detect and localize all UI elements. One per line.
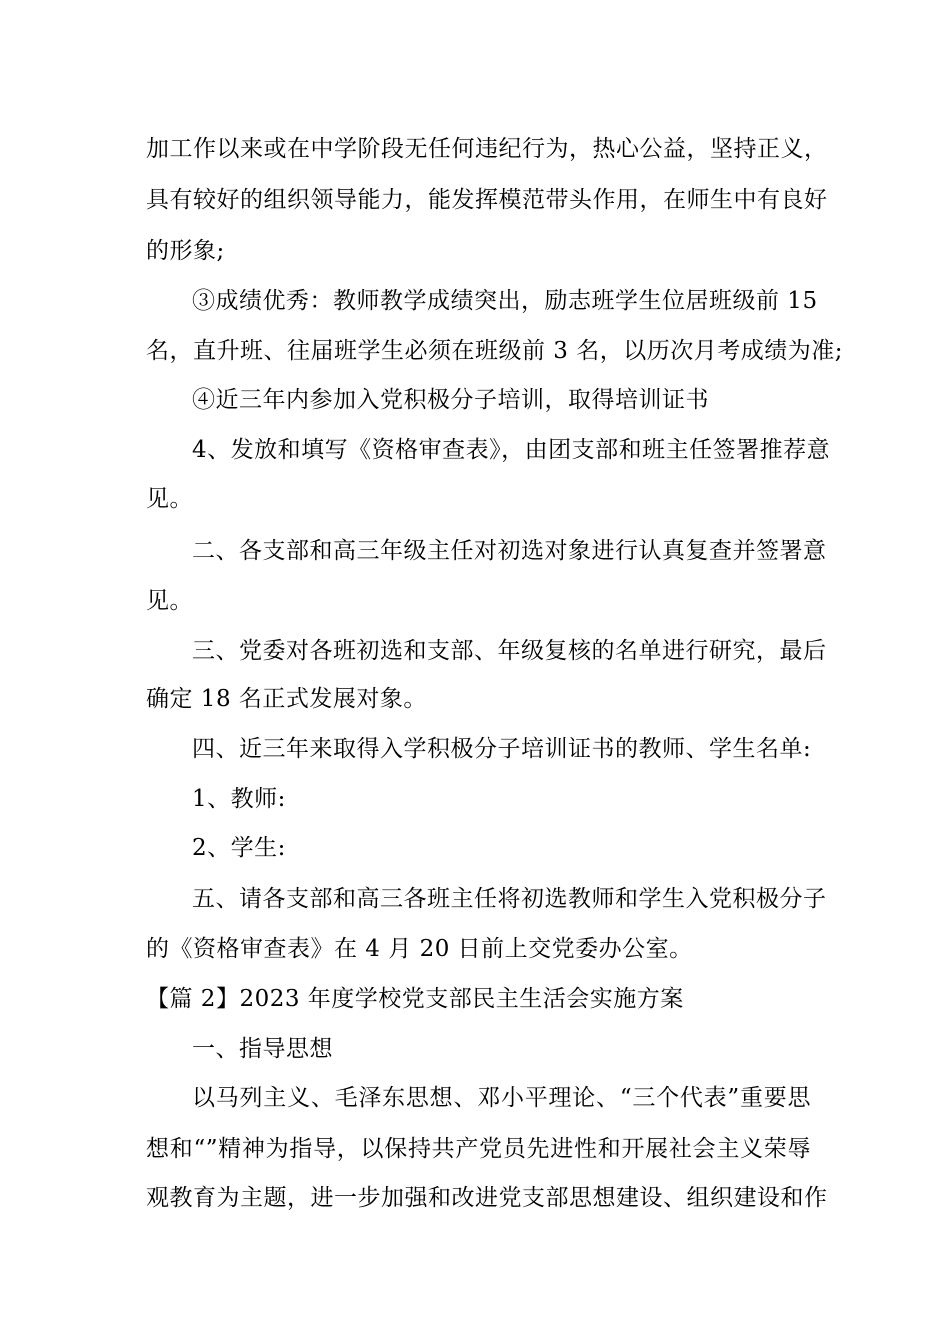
text-line: 名，直升班、往届班学生必须在班级前 3 名，以历次月考成绩为准;: [146, 338, 844, 364]
text-line: 见。: [146, 486, 193, 512]
text-line: 的形象;: [146, 238, 225, 264]
text-line: 加工作以来或在中学阶段无任何违纪行为，热心公益，坚持正义，: [146, 136, 828, 162]
text-line: 一、指导思想: [192, 1036, 333, 1062]
text-line: 五、请各支部和高三各班主任将初选教师和学生入党积极分子: [192, 886, 827, 912]
text-line: 三、党委对各班初选和支部、年级复核的名单进行研究，最后: [192, 638, 827, 664]
text-line: 1、教师:: [192, 786, 286, 812]
text-line: 见。: [146, 588, 193, 614]
text-line: 四、近三年来取得入学积极分子培训证书的教师、学生名单:: [192, 736, 812, 762]
text-line: ③成绩优秀：教师教学成绩突出，励志班学生位居班级前 15: [192, 288, 818, 314]
text-line: 4、发放和填写《资格审查表》，由团支部和班主任签署推荐意: [192, 437, 831, 463]
text-line: 确定 18 名正式发展对象。: [146, 686, 427, 712]
text-line: 2、学生:: [192, 835, 286, 861]
text-line: 以马列主义、毛泽东思想、邓小平理论、“三个代表”重要思: [192, 1085, 811, 1111]
text-line: 观教育为主题，进一步加强和改进党支部思想建设、组织建设和作: [146, 1185, 828, 1211]
text-line: 想和“”精神为指导，以保持共产党员先进性和开展社会主义荣辱: [146, 1136, 811, 1162]
text-line: 二、各支部和高三年级主任对初选对象进行认真复查并签署意: [192, 538, 827, 564]
text-line: 具有较好的组织领导能力，能发挥模范带头作用，在师生中有良好: [146, 187, 828, 213]
text-line: ④近三年内参加入党积极分子培训，取得培训证书: [192, 387, 709, 413]
text-line: 的《资格审查表》在 4 月 20 日前上交党委办公室。: [146, 936, 693, 962]
section-heading: 【篇 2】2023 年度学校党支部民主生活会实施方案: [146, 986, 684, 1012]
